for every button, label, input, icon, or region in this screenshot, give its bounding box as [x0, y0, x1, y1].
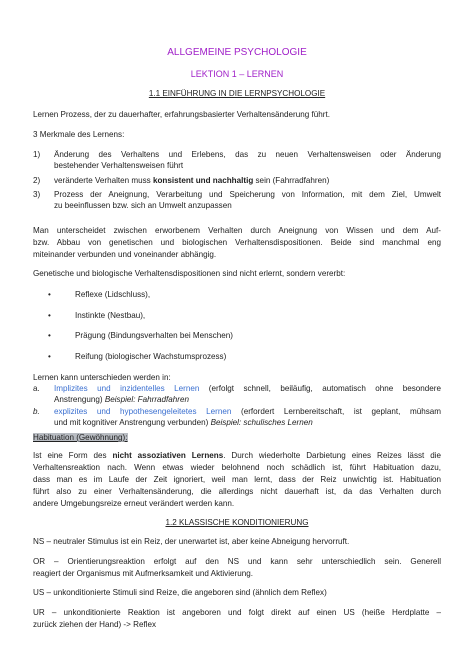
bullet-dot-3: •	[48, 331, 51, 340]
habituation-heading	[33, 433, 128, 443]
definition-or-line1: OR – Orientierungsreaktion erfolgt auf den NS und kann sehr unterschiedlich sein. Generell	[33, 557, 441, 566]
section-heading-1-1	[0, 89, 474, 99]
dispositions-line1: Man unterscheidet zwischen erworbenem Verhalten durch Aneignung von Wissen und dem Auf-	[33, 226, 441, 235]
lernen-types-intro: Lernen kann unterschieden werden in:	[33, 373, 171, 382]
lernen-definition: Lernen Prozess, der zu dauerhafter, erfahrungsbasierter Verhaltensänderung führt.	[33, 110, 330, 119]
habituation-line2: Verhaltensreaktion nach. Wenn etwas wieder belohnend noch schädlich ist, führt Habituation dazu,	[33, 463, 441, 472]
definition-ur-line2: zurück ziehen der Hand) -> Reflex	[33, 620, 157, 629]
merkmal-3-line1: Prozess der Aneignung, Verarbeitung und Speicherung von Information, mit dem Ziel, Umwelt	[54, 190, 441, 199]
type-a-rest: (erfolgt schnell, beiläufig, automatisch ohne besondere	[199, 384, 441, 393]
dispositions-line3: miteinander verbunden und voneinander abhängig.	[33, 250, 217, 259]
type-b-line1	[54, 407, 441, 417]
type-a-line1	[54, 384, 441, 394]
definition-or-line2: reagiert der Organismus mit Aufmerksamkeit und Aktivierung.	[33, 569, 253, 578]
merkmal-2-pre: veränderte Verhalten muss	[54, 176, 153, 185]
type-b-example: Beispiel: schulisches Lernen	[210, 418, 313, 427]
merkmale-label: 3 Merkmale des Lernens:	[33, 130, 125, 139]
merkmal-1-line1: Änderung des Verhaltens und Erlebens, das zu neuen Verhaltensweisen oder Änderung	[54, 150, 441, 159]
type-a-line2	[54, 395, 189, 405]
habituation-l1-bold: nicht assoziativen Lernens	[112, 451, 224, 460]
bullet-item-3: Prägung (Bindungsverhalten bei Menschen)	[75, 331, 233, 340]
definition-ur-line1: UR – unkonditionierte Reaktion ist angeboren und folgt direkt auf einen US (heiße Herdplatte –	[33, 608, 441, 617]
type-a-example: Beispiel: Fahrradfahren	[104, 395, 189, 404]
habituation-line4: führt also zu einer Verhaltensänderung, die allerdings nicht dauerhaft ist, da das Verhalten durch	[33, 487, 441, 496]
merkmal-3-line2: zu beeinflussen bzw. sich an Umwelt anzupassen	[54, 201, 232, 210]
merkmal-1-number: 1)	[33, 150, 41, 159]
bullet-item-1: Reflexe (Lidschluss),	[75, 290, 151, 299]
habituation-line5: andere Umgebungsreize erneut verändert werden kann.	[33, 499, 235, 508]
type-b-rest: (erfordert Lernbereitschaft, ist geplant, mühsam	[231, 407, 441, 416]
merkmal-3-number: 3)	[33, 190, 41, 199]
habituation-l1-post: . Durch wiederholte Darbietung eines Reizes lässt die	[223, 451, 441, 460]
bullet-dot-2: •	[48, 311, 51, 320]
bullet-item-2: Instinkte (Nestbau),	[75, 311, 146, 320]
section-heading-1-2	[0, 518, 474, 528]
type-b-line2-pre: und mit kognitiver Anstrengung verbunden)	[54, 418, 211, 427]
bullet-dot-4: •	[48, 352, 51, 361]
dispositions-line2: bzw. Abbau von genetischen und biologischen Verhaltensdispositionen. Beide sind manchmal eng	[33, 238, 441, 247]
bullet-dot-1: •	[48, 290, 51, 299]
section-heading-1-1-text: 1.1 EINFÜHRUNG IN DIE LERNPSYCHOLOGIE	[148, 89, 326, 98]
merkmal-2-text	[54, 176, 329, 186]
habituation-l1-pre: Ist eine Form des	[33, 451, 113, 460]
lesson-heading: LEKTION 1 – LERNEN	[190, 69, 284, 79]
genetic-intro: Genetische und biologische Verhaltensdispositionen sind nicht erlernt, sondern vererbt:	[33, 269, 346, 278]
merkmal-2-number: 2)	[33, 176, 41, 185]
document-title: ALLGEMEINE PSYCHOLOGIE	[167, 47, 307, 58]
type-a-line2-pre: Anstrengung)	[54, 395, 105, 404]
habituation-line1	[33, 451, 441, 461]
merkmal-2-bold: konsistent und nachhaltig	[152, 176, 254, 185]
type-b-label: b.	[33, 407, 40, 416]
definition-us: US – unkonditionierte Stimuli sind Reize, die angeboren sind (ähnlich dem Reflex)	[33, 588, 327, 597]
bullet-item-4: Reifung (biologischer Wachstumsprozess)	[75, 352, 227, 361]
section-heading-1-2-text: 1.2 KLASSISCHE KONDITIONIERUNG	[165, 518, 309, 527]
type-a-label: a.	[33, 384, 40, 393]
type-b-line2	[54, 418, 313, 428]
merkmal-2-post: sein (Fahrradfahren)	[253, 176, 330, 185]
merkmal-1-line2: bestehender Verhaltensweisen führt	[54, 161, 184, 170]
habituation-heading-text: Habituation (Gewöhnung):	[33, 433, 128, 442]
type-a-term: Implizites und inzidentelles Lernen	[54, 384, 200, 393]
habituation-line3: dass man es im Laufe der Zeit ignoriert, weil man lernt, dass der Reiz unwichtig ist. Habituation	[33, 475, 441, 484]
type-b-term: explizites und hypothesengeleitetes Lernen	[54, 407, 232, 416]
definition-ns: NS – neutraler Stimulus ist ein Reiz, der unerwartet ist, aber keine Abneigung hervorruft.	[33, 537, 350, 546]
